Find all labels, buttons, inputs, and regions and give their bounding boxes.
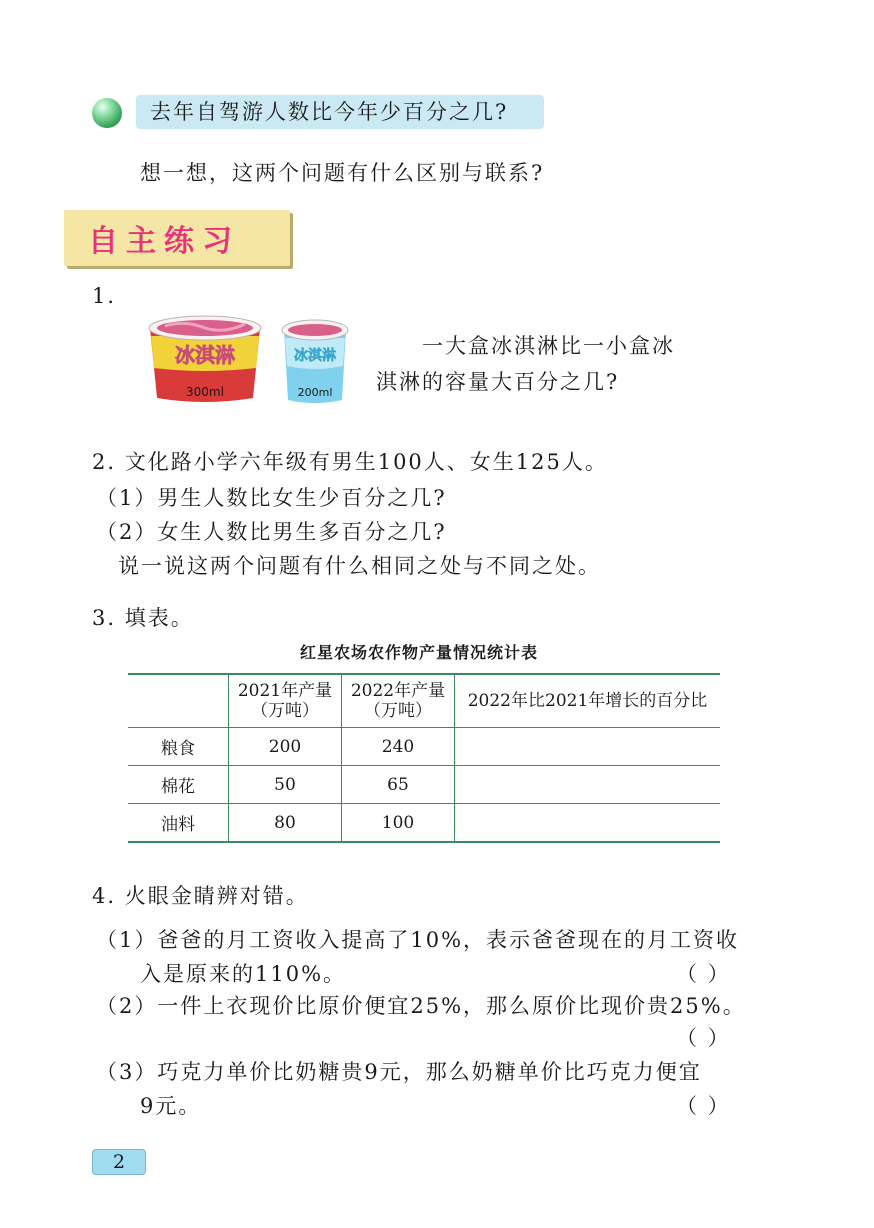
row-2021: 80 (229, 804, 342, 843)
ex1-text-line1: 一大盒冰淇淋比一小盒冰 (422, 334, 675, 358)
table-header-row (128, 674, 720, 728)
question-banner: 去年自驾游人数比今年少百分之几? (136, 95, 544, 129)
ex4-instruction: 4. 火眼金睛辨对错。 (92, 884, 309, 908)
ex4-q1-line1: （1）爸爸的月工资收入提高了10%，表示爸爸现在的月工资收 (96, 928, 740, 952)
table-row (128, 728, 720, 766)
ex4-q2-line1: （2）一件上衣现价比原价便宜25%，那么原价比现价贵25%。 (96, 994, 746, 1018)
small-ice-cream-tub (282, 320, 348, 403)
header-2021: 2021年产量 （万吨） (229, 674, 342, 728)
row-name: 棉花 (128, 766, 229, 804)
header-2022: 2022年产量 （万吨） (342, 674, 455, 728)
svg-text:300ml: 300ml (186, 385, 224, 399)
row-name: 油料 (128, 804, 229, 843)
bullet-ball-icon (92, 98, 122, 128)
big-ice-cream-tub (149, 316, 261, 402)
svg-text:冰淇淋: 冰淇淋 (175, 343, 235, 367)
row-growth-blank[interactable] (455, 728, 721, 766)
row-growth-blank[interactable] (455, 766, 721, 804)
row-2022: 240 (342, 728, 455, 766)
think-prompt: 想一想，这两个问题有什么区别与联系? (140, 161, 545, 185)
header-empty-cell (128, 674, 229, 728)
table-row (128, 804, 720, 843)
header-growth: 2022年比2021年增长的百分比 (455, 674, 721, 728)
svg-text:200ml: 200ml (297, 386, 333, 399)
row-2022: 100 (342, 804, 455, 843)
ex3-instruction: 3. 填表。 (92, 606, 194, 630)
ex1-text-line2: 淇淋的容量大百分之几? (376, 370, 620, 394)
ex4-q3-line1: （3）巧克力单价比奶糖贵9元，那么奶糖单价比巧克力便宜 (96, 1060, 702, 1084)
ex4-q3-line2: 9元。 (140, 1094, 202, 1118)
svg-text:冰淇淋: 冰淇淋 (294, 348, 336, 364)
ex1-number: 1. (92, 284, 117, 308)
table-title: 红星农场农作物产量情况统计表 (300, 643, 539, 662)
row-2022: 65 (342, 766, 455, 804)
row-2021: 200 (229, 728, 342, 766)
row-name: 粮食 (128, 728, 229, 766)
row-growth-blank[interactable] (455, 804, 721, 843)
table-row (128, 766, 720, 804)
ex2-statement: 2. 文化路小学六年级有男生100人、女生125人。 (92, 450, 608, 474)
ice-cream-tubs-image (145, 310, 365, 410)
answer-blank-2[interactable]: （ ） (676, 1026, 731, 1050)
ex2-q1: （1）男生人数比女生少百分之几? (96, 486, 447, 510)
answer-blank-3[interactable]: （ ） (676, 1094, 731, 1118)
answer-blank-1[interactable]: （ ） (676, 962, 731, 986)
section-title: 自主练习 (88, 224, 240, 259)
ex4-q1-line2: 入是原来的110%。 (140, 962, 347, 986)
page-number: 2 (92, 1149, 146, 1175)
ex2-q2: （2）女生人数比男生多百分之几? (96, 520, 447, 544)
production-table (128, 673, 720, 843)
row-2021: 50 (229, 766, 342, 804)
ex2-discuss: 说一说这两个问题有什么相同之处与不同之处。 (118, 554, 601, 578)
